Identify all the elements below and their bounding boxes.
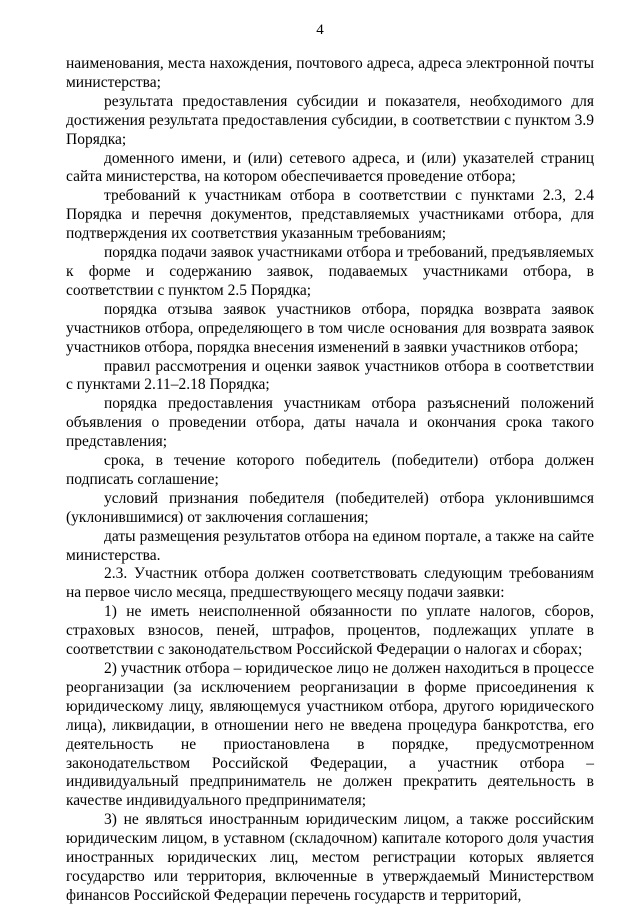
paragraph-results-publication: даты размещения результатов отбора на едином портале, а также на сайте министерства.: [66, 527, 594, 564]
paragraph-section-2-3: 2.3. Участник отбора должен соответствовать следующим требованиям на первое число месяца, предшествующего месяцу подачи заявки:: [66, 565, 594, 602]
paragraph-application-procedure: порядка подачи заявок участниками отбора и требований, предъявляемых к форме и содержанию заявок, подаваемых участниками отбора, в соответствии с пунктом 2.5 Порядка;: [66, 244, 594, 299]
paragraph-requirement-2: 2) участник отбора – юридическое лицо не должен находиться в процессе реорганизации (за исключением реорганизации в форме присоединения к юридическому лицу, являющемуся участником отбора, другого юридического лица), ликвидации, в отношении него не введена процедура банкротства, его деятельность не приостановлена в порядке, предусмотренном законодательством Российской Федерации, а участник отбора – индивидуальный предприниматель не должен прекратить деятельность в качестве индивидуального предпринимателя;: [66, 660, 594, 810]
paragraph-agreement-deadline: срока, в течение которого победитель (победители) отбора должен подписать соглашение;: [66, 452, 594, 488]
paragraph-review-rules: правил рассмотрения и оценки заявок участников отбора в соответствии с пунктами 2.11–2.18 Порядка;: [66, 357, 594, 394]
paragraph-requirement-3: 3) не являться иностранным юридическим лицом, а также российским юридическим лицом, в уставном (складочном) капитале которого доля участия иностранных юридических лиц, местом регистрации которых является государство или территория, включенные в утверждаемый Министерством финансов Российской Федерации перечень государств и территорий,: [66, 811, 594, 904]
paragraph-requirement-1: 1) не иметь неисполненной обязанности по уплате налогов, сборов, страховых взносов, пеней, штрафов, процентов, подлежащих уплате в соответствии с законодательством Российской Федерации о налогах и сборах;: [66, 603, 594, 659]
paragraph-subsidy-result: результата предоставления субсидии и показателя, необходимого для достижения результата предоставления субсидии, в соответствии с пунктом 3.9 Порядка;: [66, 92, 594, 148]
page-number: 4: [316, 22, 324, 38]
paragraph-participant-requirements: требований к участникам отбора в соответствии с пунктами 2.3, 2.4 Порядка и перечня документов, представляемых участниками отбора, для подтверждения их соответствия указанным требованиям;: [66, 187, 594, 243]
paragraph-application-withdrawal: порядка отзыва заявок участников отбора, порядка возврата заявок участников отбора, определяющего в том числе основания для возврата заявок участников отбора, порядка внесения изменений в заявки участников отбора;: [66, 300, 594, 356]
document-body: [66, 55, 594, 906]
paragraph-clarifications: порядка предоставления участникам отбора разъяснений положений объявления о проведении отбора, даты начала и окончания срока такого представления;: [66, 395, 594, 451]
paragraph-evasion-conditions: условий признания победителя (победителей) отбора уклонившимся (уклонившимися) от заключения соглашения;: [66, 489, 594, 526]
paragraph-domain-name: доменного имени, и (или) сетевого адреса, и (или) указателей страниц сайта министерства, на котором обеспечивается проведение отбора;: [66, 149, 594, 186]
paragraph-ministry-address: наименования, места нахождения, почтового адреса, адреса электронной почты министерства;: [66, 55, 594, 91]
